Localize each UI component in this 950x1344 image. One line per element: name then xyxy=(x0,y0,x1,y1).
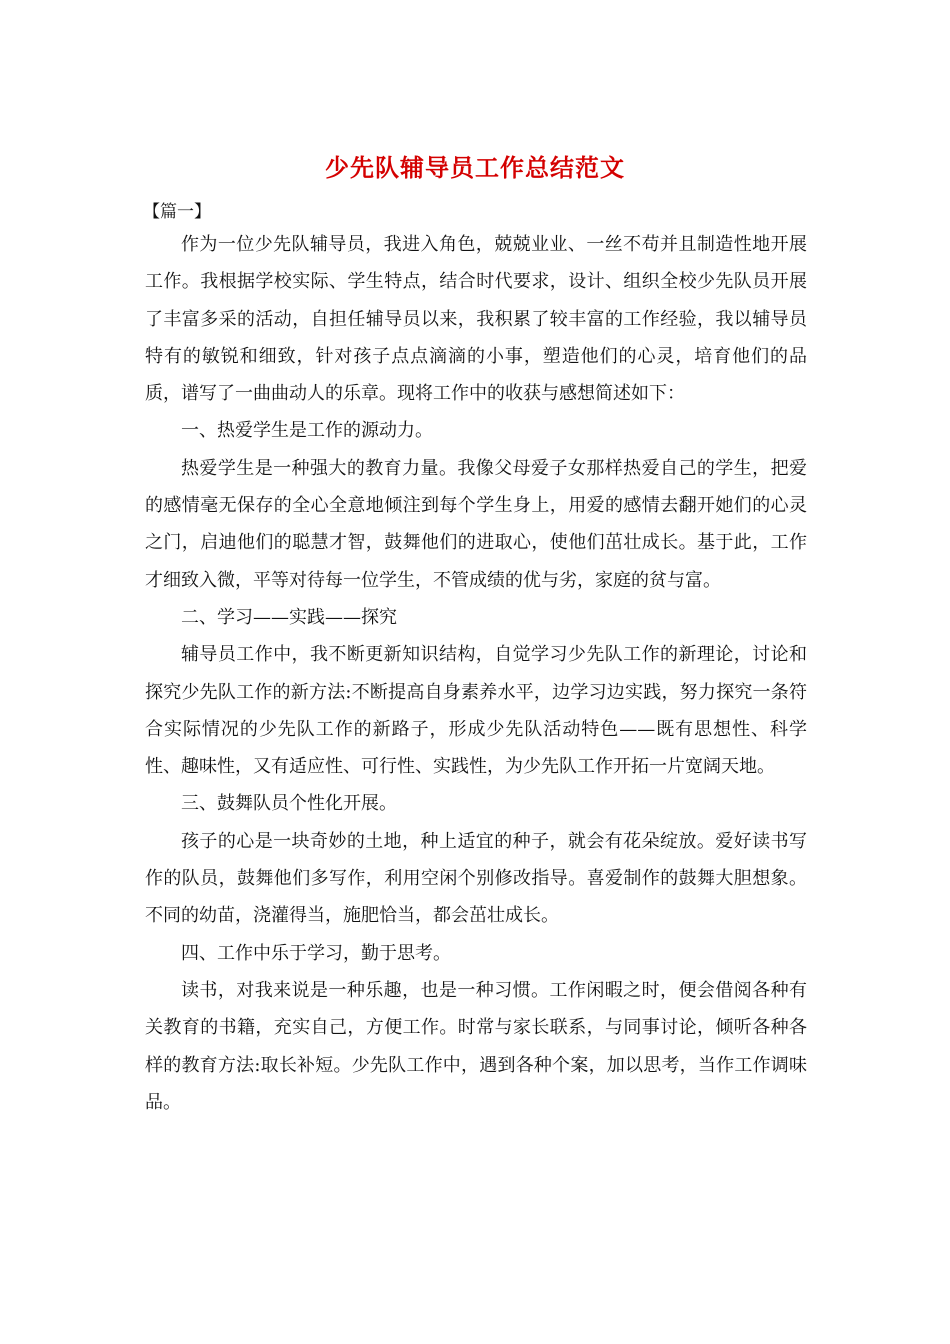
heading-two: 二、学习——实践——探究 xyxy=(181,606,397,628)
heading-one: 一、热爱学生是工作的源动力。 xyxy=(181,420,433,442)
heading-three: 三、鼓舞队员个性化开展。 xyxy=(181,793,397,815)
paragraph-one: 热爱学生是一种强大的教育力量。我像父母爱子女那样热爱自己的学生，把爱的感情毫无保存的全心全意地倾注到每个学生身上，用爱的感情去翻开她们的心灵之门，启迪他们的聪慧才智，鼓舞他们的进取心，使他们茁壮成长。基于此，工作才细致入微，平等对待每一位学生，不管成绩的优与劣，家庭的贫与富。 xyxy=(145,457,807,591)
paragraph-two: 辅导员工作中，我不断更新知识结构，自觉学习少先队工作的新理论，讨论和探究少先队工作的新方法:不断提高自身素养水平，边学习边实践，努力探究一条符合实际情况的少先队工作的新路子，形成少先队活动特色——既有思想性、科学性、趣味性，又有适应性、可行性、实践性，为少先队工作开拓一片宽阔天地。 xyxy=(145,644,807,778)
heading-four: 四、工作中乐于学习，勤于思考。 xyxy=(181,942,451,964)
paragraph-intro: 作为一位少先队辅导员，我进入角色，兢兢业业、一丝不苟并且制造性地开展工作。我根据学校实际、学生特点，结合时代要求，设计、组织全校少先队员开展了丰富多采的活动，自担任辅导员以来，我积累了较丰富的工作经验，我以辅导员特有的敏锐和细致，针对孩子点点滴滴的小事，塑造他们的心灵，培育他们的品质，谱写了一曲曲动人的乐章。现将工作中的收获与感想简述如下： xyxy=(145,234,807,405)
document-title: 少先队辅导员工作总结范文 xyxy=(325,153,625,182)
paragraph-three: 孩子的心是一块奇妙的土地，种上适宜的种子，就会有花朵绽放。爱好读书写作的队员，鼓舞他们多写作，利用空闲个别修改指导。喜爱制作的鼓舞大胆想象。不同的幼苗，浇灌得当，施肥恰当，都会茁壮成长。 xyxy=(145,830,807,927)
paragraph-four: 读书，对我来说是一种乐趣，也是一种习惯。工作闲暇之时，便会借阅各种有关教育的书籍，充实自己，方便工作。时常与家长联系，与同事讨论，倾听各种各样的教育方法:取长补短。少先队工作中，遇到各种个案，加以思考，当作工作调味品。 xyxy=(145,979,807,1113)
section-label: 【篇一】 xyxy=(143,202,211,222)
document-body xyxy=(145,226,807,1121)
